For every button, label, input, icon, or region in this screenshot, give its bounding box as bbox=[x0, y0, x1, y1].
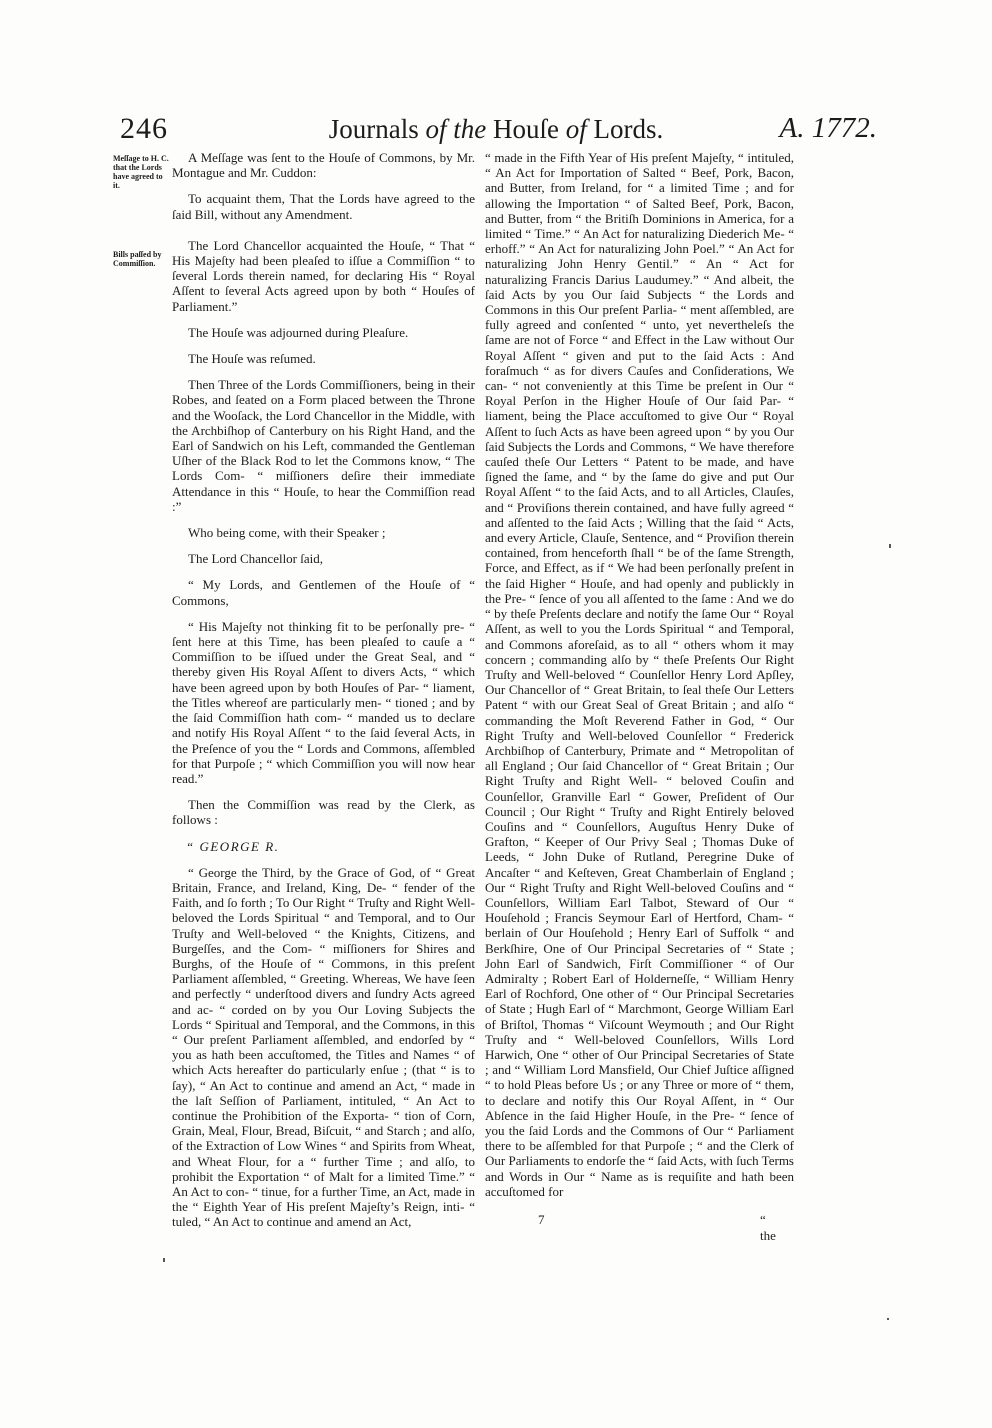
paragraph: “ His Majeſty not thinking fit to be perſonally pre- “ ſent here at this Time, has been pleaſed to cauſe a “ Commiſſion to be iſſued under the Great Seal, and “ thereby given His Royal Aſſent to divers Acts, “ which have been agreed upon by both Houſes of Par- “ liament, the Titles whereof are particularly men- “ tioned ; and by the ſaid Commiſſion hath com- “ manded us to declare and notify His Royal Aſſent “ to the ſaid ſeveral Acts, in the Preſence of you the “ Lords and Commons, aſſembled for that Purpoſe ; “ which Commiſſion you will now hear read.” bbox=[172, 618, 475, 786]
left-column bbox=[172, 150, 475, 1230]
paragraph: “ My Lords, and Gentlemen of the Houſe of “ Commons, bbox=[172, 577, 475, 608]
running-title: Journals of the Houſe of Lords. bbox=[328, 114, 664, 144]
page-header bbox=[0, 112, 992, 152]
ink-speck bbox=[163, 1258, 165, 1262]
paragraph: The Houſe was adjourned during Pleaſure. bbox=[188, 324, 409, 340]
paragraph: A Meſſage was ſent to the Houſe of Commons, by Mr. Montague and Mr. Cuddon: bbox=[172, 150, 475, 181]
right-column bbox=[485, 150, 794, 1199]
margin-note: Bills paſſed by Commiſſion. bbox=[113, 250, 162, 268]
paragraph: “ George the Third, by the Grace of God, of “ Great Britain, France, and Ireland, King, De- “ fender of the Faith, and ſo forth ; To Our Right “ Truſty and Right Well-beloved the Lords Spiritual “ and Temporal, and to Our Truſty and Well-beloved “ the Knights, Citizens, and Burgeſſes, and the Com- “ miſſioners for Shires and Burghs, of the Houſe of “ Commons, in this preſent Parliament aſſembled, “ Greeting. Whereas, We have ſeen and perfectly “ underſtood divers and ſundry Acts agreed and ac- “ corded on by you Our Loving Subjects the Lords “ Spiritual and Temporal, and the Commons, in this “ Our preſent Parliament aſſembled, and endorſed by “ you as hath been accuſtomed, the Titles and Names “ of which Acts hereafter do particularly enſue ; (that “ is to ſay), “ An Act to continue and amend an Act, “ made in the laſt Seſſion of Parliament, intituled, “ An Act to continue the Prohibition of the Exporta- “ tion of Corn, Grain, Meal, Flour, Bread, Biſcuit, “ and Starch ; and alſo, of the Extraction of Low Wines “ and Spirits from Wheat, and Wheat Flour, for a “ further Time ; and alſo, to prohibit the Exportation “ of Malt for a limited Time.” “ An Act to con- “ tinue, for a further Time, an Act, made in the “ Eighth Year of His preſent Majeſty’s Reign, inti- “ tuled, “ An Act to continue and amend an Act, bbox=[172, 864, 475, 1230]
royal-heading: “ GEORGE R. bbox=[186, 838, 280, 854]
paragraph: The Houſe was reſumed. bbox=[188, 351, 316, 367]
page-number: 246 bbox=[120, 112, 168, 145]
paragraph: Who being come, with their Speaker ; bbox=[188, 525, 386, 541]
paragraph: Then Three of the Lords Commiſſioners, being in their Robes, and ſeated on a Form placed between the Throne and the Wooſack, the Lord Chancellor in the Middle, with the Archbiſhop of Canterbury on his Right Hand, and the Earl of Sandwich on his Left, commanded the Gentleman Uſher of the Black Rod to let the Commons know, “ The Lords Com- “ miſſioners deſire their immediate Attendance in this “ Houſe, to hear the Commiſſion read :” bbox=[172, 377, 475, 514]
signature-mark: 7 bbox=[538, 1212, 545, 1227]
paragraph: To acquaint them, That the Lords have agreed to the ſaid Bill, without any Amendment. bbox=[172, 191, 475, 222]
margin-note: Meſſage to H. C. that the Lords have agreed to it. bbox=[113, 154, 169, 190]
catchword: “ the bbox=[760, 1212, 776, 1243]
ink-speck bbox=[889, 544, 891, 548]
paragraph: Then the Commiſſion was read by the Clerk, as follows : bbox=[172, 797, 475, 828]
ink-speck bbox=[887, 1318, 889, 1320]
paragraph: The Lord Chancellor acquainted the Houſe, “ That “ His Majeſty had been pleaſed to iſſue a Commiſſion “ to ſeveral Lords therein named, for declaring His “ Royal Aſſent to ſeveral Acts agreed upon by both “ Houſes of Parliament.” bbox=[172, 237, 475, 314]
paragraph: “ made in the Fifth Year of His preſent Majeſty, “ intituled, “ An Act for Importation of Salted “ Beef, Pork, Bacon, and Butter, from Ireland, for “ a limited Time ; and for allowing the Importation “ of Salted Beef, Pork, Bacon, and Butter, from “ the Britiſh Dominions in America, for a limited “ Time.” “ An Act for naturalizing Diederich Me- “ erhoff.” “ An Act for naturalizing John Poel.” “ An Act for naturalizing John Henry Gentil.” “ An “ Act for naturalizing Francis Darius Laudumey.” “ And albeit, the ſaid Acts by you Our ſaid Subjects “ the Lords and Commons in this Our preſent Parlia- “ ment aſſembled, are fully agreed and conſented “ unto, yet nevertheleſs the ſame are not of Force “ and Effect in the Law without Our Royal Aſſent “ given and put to the ſaid Acts : And foraſmuch “ as for divers Cauſes and Conſiderations, We can- “ not conveniently at this Time be preſent in Our “ Royal Perſon in the Higher Houſe of Our ſaid Par- “ liament, being the Place accuſtomed to give Our “ Royal Aſſent to ſuch Acts as have been agreed upon “ by you Our ſaid Subjects the Lords and Commons, “ We have therefore cauſed theſe Our Letters “ Patent to be made, and have ſigned the ſame, and “ by the ſame do give and put Our Royal Aſſent “ to the ſaid Acts, and to all Articles, Clauſes, and “ Proviſions therein contained, and have fully agreed “ and aſſented to the ſaid Acts ; Willing that the ſaid “ Acts, and every Article, Clauſe, Sentence, and “ Proviſion therein contained, from henceforth ſhall “ be of the ſame Strength, Force, and Effect, as if “ We had been perſonally preſent in the ſaid Higher “ Houſe, and had openly and publickly in the Pre- “ ſence of you all aſſented to the ſame : And we do “ by theſe Preſents declare and notify the ſame Our “ Royal Aſſent, as well to you the Lords Spiritual “ and Temporal, and Commons aforeſaid, as to all “ others whom it may concern ; commanding alſo by “ theſe Preſents Our Right Truſty and Well-beloved “ Counſellor Henry Lord Apſley, Our Chancellor of “ Great Britain, to ſeal theſe Our Letters Patent “ with our Great Seal of Great Britain ; and alſo “ commanding the Moſt Reverend Father in God, “ Our Right Truſty and Well-beloved Counſellor “ Frederick Archbiſhop of Canterbury, Primate and “ Metropolitan of all England ; Our ſaid Chancellor of “ Great Britain ; Our Right Truſty and Right Well- “ beloved Couſin and Counſellor, Granville Earl “ Gower, Preſident of Our Council ; Our Right “ Truſty and Right Entirely beloved Couſins and “ Counſellors, Auguſtus Henry Duke of Grafton, “ Keeper of Our Privy Seal ; Thomas Duke of Leeds, “ John Duke of Rutland, Peregrine Duke of Ancaſter “ and Keſteven, Great Chamberlain of England ; Our “ Right Truſty and Right Well-beloved Couſins and “ Counſellors, William Earl Talbot, Steward of Our “ Houſehold ; Francis Seymour Earl of Hertford, Cham- “ berlain of Our Houſehold ; Henry Earl of Suffolk “ and Berkſhire, One of Our Principal Secretaries of “ State ; John Earl of Sandwich, Firſt Commiſſioner “ of Our Admiralty ; Robert Earl of Holderneſſe, “ William Henry Earl of Rochford, One other of “ Our Principal Secretaries of State ; Hugh Earl of “ Marchmont, George William Earl of Briſtol, Thomas “ Viſcount Weymouth ; and Our Right Truſty and “ Well-beloved Counſellors, Wills Lord Harwich, One “ other of Our Principal Secretaries of State ; and “ William Lord Mansfield, Our Chief Juſtice aſſigned “ to hold Pleas before Us ; or any Three or more of “ them, to declare and notify this Our Royal Aſſent, in “ Our Abſence in the ſaid Higher Houſe, in the Pre- “ ſence of you the ſaid Lords and the Commons of Our “ Parliament there to be aſſembled for that Purpoſe ; “ and the Clerk of Our Parliaments to endorſe the “ ſaid Acts, with ſuch Terms and Words in Our “ Name as is requiſite and hath been accuſtomed for bbox=[485, 150, 794, 1199]
year-heading: A. 1772. bbox=[779, 112, 877, 144]
paragraph: The Lord Chancellor ſaid, bbox=[188, 551, 324, 567]
